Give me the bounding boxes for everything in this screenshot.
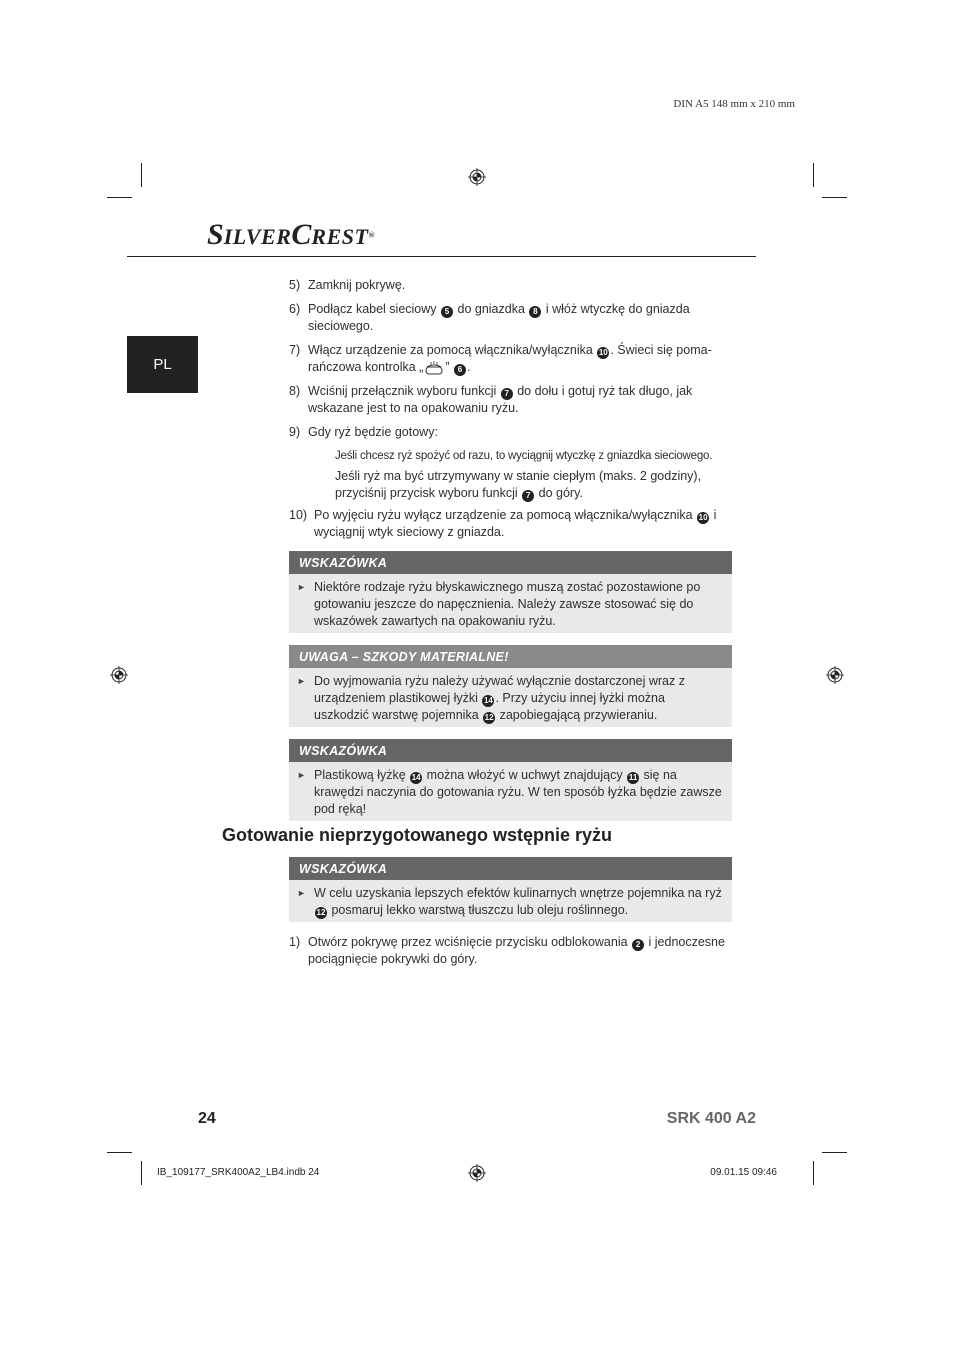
ref-badge: 10 bbox=[698, 513, 708, 522]
step-5: 5) Zamknij pokrywę. bbox=[289, 278, 406, 292]
note-box bbox=[289, 551, 732, 633]
ref-badge: 7 bbox=[501, 388, 513, 400]
crop-mark-icon bbox=[141, 163, 142, 187]
registration-mark-icon bbox=[468, 168, 486, 186]
note-box bbox=[289, 739, 732, 821]
header-rule bbox=[127, 256, 756, 257]
bullet-arrow-icon: ► bbox=[297, 888, 306, 898]
step-9: 9) Gdy ryż będzie gotowy: bbox=[289, 425, 438, 439]
registration-mark-icon bbox=[826, 666, 844, 684]
page-number: 24 bbox=[198, 1110, 216, 1127]
step-10: 10) Po wyjęciu ryżu wyłącz urządzenie za pomocą włącznika/wyłącznika 10 i wyciągnij wtyk sieciowy z gniazda. bbox=[289, 508, 717, 539]
ref-badge: 8 bbox=[529, 306, 541, 318]
footer-file: IB_109177_SRK400A2_LB4.indb 24 bbox=[157, 1167, 320, 1178]
note-body: ► W celu uzyskania lepszych efektów kulinarnych wnętrze pojemnika na ryż 12 posmaruj lekko warstwą tłuszczu lub oleju roślinnego. bbox=[289, 880, 732, 922]
ref-badge: 5 bbox=[441, 306, 453, 318]
bullet-arrow-icon: ► bbox=[297, 770, 306, 780]
crop-mark-icon bbox=[141, 1161, 142, 1185]
bullet-arrow-icon: ► bbox=[297, 676, 306, 686]
step-8: 8) Wciśnij przełącznik wyboru funkcji 7 do dołu i gotuj ryż tak długo, jak wskazane jest to na opakowaniu ryżu. bbox=[289, 384, 693, 415]
crop-mark-icon bbox=[107, 197, 132, 198]
warning-header: UWAGA – SZKODY MATERIALNE! bbox=[289, 645, 732, 668]
section-content bbox=[289, 857, 732, 975]
ref-badge: 12 bbox=[484, 713, 494, 722]
crop-mark-icon bbox=[813, 163, 814, 187]
warning-body: ► Do wyjmowania ryżu należy używać wyłącznie dostarczonej wraz z urządzeniem plastikowej łyżki 14 . Przy użyciu innej łyżki można uszkodzić warstwę pojemnika 12 zapobiegającą przywieraniu. bbox=[289, 668, 732, 727]
warm-lamp-icon bbox=[423, 361, 445, 375]
crop-mark-icon bbox=[822, 1152, 847, 1153]
registration-mark-icon bbox=[468, 1164, 486, 1182]
note-body: ► Niektóre rodzaje ryżu błyskawicznego muszą zostać pozostawione po gotowaniu jeszcze do napęcznienia. Należy zawsze stosować się do wskazówek zawartych na opakowaniu ryżu. bbox=[289, 574, 732, 633]
crop-mark-icon bbox=[822, 197, 847, 198]
crop-mark-icon bbox=[107, 1152, 132, 1153]
print-spec: DIN A5 148 mm x 210 mm bbox=[673, 98, 795, 110]
step-9-option-a: Jeśli chcesz ryż spożyć od razu, to wyciągnij wtyczkę z gniazdka sieciowego. bbox=[335, 450, 713, 462]
crop-mark-icon bbox=[813, 1161, 814, 1185]
language-tab: PL bbox=[127, 336, 198, 393]
brand-logo: SILVERCREST® bbox=[207, 218, 375, 251]
ref-badge: 14 bbox=[411, 773, 421, 782]
ref-badge: 7 bbox=[522, 490, 534, 502]
section-step-1: 1) Otwórz pokrywę przez wciśnięcie przycisku odblokowania 2 i jednoczesne pociągnięcie pokrywki do góry. bbox=[289, 935, 725, 966]
ref-badge: 10 bbox=[598, 348, 608, 357]
registration-mark-icon bbox=[110, 666, 128, 684]
ref-badge: 14 bbox=[483, 696, 493, 705]
note-header: WSKAZÓWKA bbox=[289, 739, 732, 762]
step-6: 6) Podłącz kabel sieciowy 5 do gniazdka 8 i włóż wtyczkę do gniazda sieciowego. bbox=[289, 302, 690, 333]
bullet-arrow-icon: ► bbox=[297, 582, 306, 592]
step-9-option-b: Jeśli ryż ma być utrzymywany w stanie ciepłym (maks. 2 godziny), przyciśnij przycisk wyboru funkcji 7 do góry. bbox=[335, 469, 702, 500]
ref-badge: 6 bbox=[454, 364, 466, 376]
ref-badge: 11 bbox=[628, 773, 638, 782]
model-name: SRK 400 A2 bbox=[666, 1110, 756, 1127]
note-header: WSKAZÓWKA bbox=[289, 551, 732, 574]
step-7: 7) Włącz urządzenie za pomocą włącznika/wyłącznika 10 . Świeci się poma-rańczowa kontrolka „ ” 6 . bbox=[289, 343, 712, 374]
note-header: WSKAZÓWKA bbox=[289, 857, 732, 880]
section-title: Gotowanie nieprzygotowanego wstępnie ryżu bbox=[222, 825, 613, 845]
warning-box bbox=[289, 645, 732, 727]
footer-date: 09.01.15 09:46 bbox=[710, 1167, 777, 1178]
note-body: ► Plastikową łyżkę 14 można włożyć w uchwyt znajdujący 11 się na krawędzi naczynia do gotowania ryżu. W ten sposób łyżka będzie zawsze pod ręką! bbox=[289, 762, 732, 821]
note-box bbox=[289, 857, 732, 922]
ref-badge: 2 bbox=[632, 939, 644, 951]
main-content bbox=[289, 277, 732, 833]
ref-badge: 12 bbox=[316, 908, 326, 917]
